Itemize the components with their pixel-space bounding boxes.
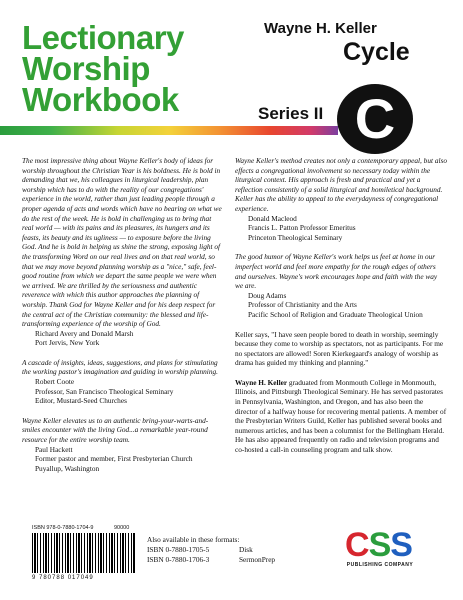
endorser-location: Port Jervis, New York <box>35 338 100 348</box>
author-name: Wayne H. Keller <box>264 20 377 37</box>
endorser-location: Puyallup, Washington <box>35 463 100 473</box>
endorser-name: Robert Coote <box>35 377 75 387</box>
endorser-name: Richard Avery and Donald Marsh <box>35 328 134 338</box>
endorsement-quote: The most impressive thing about Wayne Keller's body of ideas for worship throughout the Christian Year is his boldness. He is bold in demanding that we, his colleagues in liturgical leadership, plan worship which has to do with the reality of our congregations' experience in the world, rather than just leading people through a proper agenda of acts and words which have no bearing on what we do the rest of the week. He is bold in challenging us to bring that real world — with its pains and its pleasures, its hungers and its feasts, its beauty and its ugliness — to exposure before the living God. And he is bold in helping us shine the strong, exposing light of the transforming Word on our real lives and on that real world, so that we may move beyond planning worship as a "nice," safe, feel-good routine from which we depart the same people we were when we arrived. We are thrilled by the seriousness and authentic reverence with which this author approaches the planning of worship. Thank God for Wayne Keller and for his deep respect for the central act of the Christian community: the blessed and life-transforming experience of the worship of God. <box>22 156 222 329</box>
cycle-letter: C <box>354 87 396 150</box>
left-column <box>22 156 224 473</box>
format-type: SermonPrep <box>239 554 276 564</box>
isbn-barcode <box>30 525 139 583</box>
endorser-title: Pacific School of Religion and Graduate Theological Union <box>248 309 423 319</box>
format-isbn: ISBN 0-7880-1706-3 <box>147 554 210 564</box>
bio-text: graduated from Monmouth College in Monmouth, Illinois, and Pittsburgh Theological Seminary. He has served pastorates in Pennsylvania, Washington, and Oregon, and has also been the director of a halfway house for recovering mental patients. A member of the Presbyterian Writers Guild, Keller has published several books and numerous articles, and has been a columnist for the Bellingham Herald. He has also appeared frequently on radio and television programs and co-hosted a call-in counseling program and talk show. <box>235 377 447 455</box>
endorser-title: Editor, Mustard-Seed Churches <box>35 396 127 406</box>
endorser-name: Paul Hackett <box>35 444 73 454</box>
cycle-label: Cycle <box>343 38 410 66</box>
endorser-title: Professor of Christianity and the Arts <box>248 300 357 310</box>
publisher-name: PUBLISHING COMPANY <box>346 562 414 568</box>
cycle-letter-badge <box>337 84 413 154</box>
barcode-isbn-text: ISBN 978-0-7880-1704-9 <box>32 525 94 531</box>
keller-quote: Keller says, "I have seen people bored to death in worship, seemingly because they come to worship as spectators, not as participants. For me no spectators are allowed! Soren Kierkegaard's analogy of worship as drama has guided my thinking and planning." <box>235 329 444 368</box>
publisher-logo <box>345 528 425 578</box>
book-title <box>22 19 184 118</box>
endorsement-quote: Wayne Keller elevates us to an authentic bring-your-warts-and-smiles encounter with the living God...a remarkable year-round resource for the entire worship team. <box>22 415 209 445</box>
other-formats <box>147 535 275 564</box>
right-column <box>235 156 447 455</box>
series-label: Series II <box>258 104 324 123</box>
barcode-bars <box>32 533 136 573</box>
endorser-name: Doug Adams <box>248 290 287 300</box>
title-line-1: Lectionary <box>22 19 184 56</box>
formats-heading: Also available in these formats: <box>147 535 240 544</box>
endorser-title: Princeton Theological Seminary <box>248 232 343 242</box>
endorser-title: Francis L. Patton Professor Emeritus <box>248 223 356 233</box>
rainbow-stripe <box>0 126 338 135</box>
format-row <box>147 555 275 565</box>
endorsement-quote: The good humor of Wayne Keller's work helps us feel at home in our imperfect world and feel more empathy for the rough edges of others and ourselves. Wayne's work encourages hope and faith with the way we are. <box>235 252 438 291</box>
format-isbn: ISBN 0-7880-1705-5 <box>147 544 210 554</box>
author-bio <box>235 378 447 455</box>
barcode-supplement: 90000 <box>114 525 130 531</box>
bio-author-name: Wayne H. Keller <box>235 377 288 387</box>
format-row <box>147 545 275 555</box>
endorsement-quote: Wayne Keller's method creates not only a contemporary appeal, but also effects a congregational involvement so necessary today within the liturgical context. His approach is fresh and practical and yet a reflection consistently of a solid liturgical and homiletical background. Keller has the ability to appeal to the everydayness of congregational experience. <box>235 156 447 213</box>
barcode-number: 9 780788 017049 <box>32 575 94 581</box>
format-type: Disk <box>239 544 253 554</box>
title-line-2: Worship <box>22 50 150 87</box>
endorsement-quote: A cascade of insights, ideas, suggestions, and plans for stimulating the working pastor's imagination and guiding in worship planning. <box>22 357 218 377</box>
endorser-title: Former pastor and member, First Presbyterian Church <box>35 454 193 464</box>
title-line-3: Workbook <box>22 81 179 118</box>
endorser-name: Donald Macleod <box>248 213 297 223</box>
publisher-logo-letters: CSS <box>345 526 412 564</box>
endorser-title: Professor, San Francisco Theological Seminary <box>35 386 174 396</box>
